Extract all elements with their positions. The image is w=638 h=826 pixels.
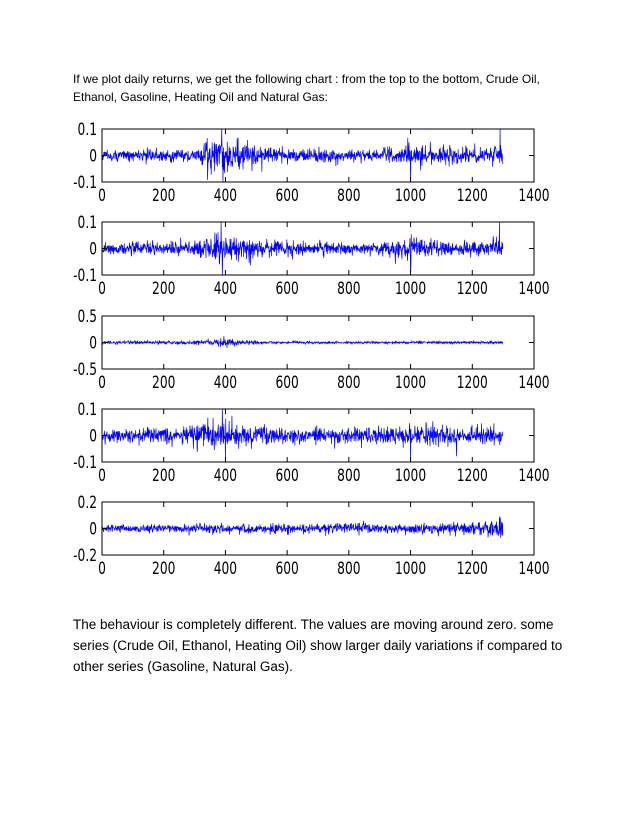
x-tick-label: 600 <box>275 466 299 486</box>
y-tick-label: 0.1 <box>77 120 97 140</box>
chart-panel-1 <box>73 120 549 206</box>
y-tick-label: -0.1 <box>73 453 97 473</box>
x-tick-label: 1000 <box>395 466 427 486</box>
y-tick-label: 0.1 <box>77 213 97 233</box>
x-tick-label: 1400 <box>518 186 550 206</box>
x-tick-label: 400 <box>213 373 238 393</box>
x-tick-label: 1000 <box>395 373 427 393</box>
x-tick-label: 200 <box>152 186 176 206</box>
x-tick-label: 0 <box>98 186 106 206</box>
x-tick-label: 0 <box>98 466 106 486</box>
series-line <box>102 222 503 275</box>
x-tick-label: 400 <box>213 186 238 206</box>
y-tick-label: -0.1 <box>73 266 97 286</box>
y-tick-label: -0.5 <box>73 360 97 380</box>
y-tick-label: 0.5 <box>77 307 97 327</box>
y-tick-label: 0 <box>89 426 97 447</box>
y-tick-label: 0 <box>89 519 97 540</box>
x-tick-label: 400 <box>213 559 238 579</box>
x-tick-label: 0 <box>98 559 106 579</box>
x-tick-label: 800 <box>337 559 361 579</box>
x-tick-label: 200 <box>152 373 176 393</box>
intro-paragraph: If we plot daily returns, we get the following chart : from the top to the bottom, Crude Oil, Ethanol, Gasoline, Heating Oil and Natural Gas: <box>73 72 540 104</box>
chart-panel-3 <box>73 307 549 393</box>
x-tick-label: 1400 <box>518 466 550 486</box>
y-tick-label: 0 <box>89 333 97 354</box>
x-tick-label: 400 <box>213 279 238 299</box>
x-tick-label: 1200 <box>456 559 488 579</box>
x-tick-label: 600 <box>275 186 299 206</box>
x-tick-label: 600 <box>275 373 299 393</box>
y-tick-label: 0 <box>89 146 97 167</box>
x-tick-label: 600 <box>275 279 299 299</box>
x-tick-label: 1200 <box>456 186 488 206</box>
x-tick-label: 0 <box>98 279 106 299</box>
x-tick-label: 200 <box>152 279 176 299</box>
y-tick-label: 0 <box>89 239 97 260</box>
y-tick-label: 0.1 <box>77 400 97 420</box>
chart-panel-2 <box>73 213 549 299</box>
x-tick-label: 800 <box>337 466 361 486</box>
x-tick-label: 200 <box>152 559 176 579</box>
conclusion-paragraph: The behaviour is completely different. The values are moving around zero. some series (Crude Oil, Ethanol, Heating Oil) show larger daily variations if compared to other series (Gasoline, Natural Gas). <box>73 617 563 674</box>
x-tick-label: 200 <box>152 466 176 486</box>
x-tick-label: 0 <box>98 373 106 393</box>
x-tick-label: 1200 <box>456 466 488 486</box>
chart-panel-4 <box>73 400 549 486</box>
y-tick-label: 0.2 <box>77 493 97 513</box>
chart-panel-5 <box>73 493 549 579</box>
x-tick-label: 1400 <box>518 559 550 579</box>
y-tick-label: -0.2 <box>73 546 97 566</box>
x-tick-label: 1000 <box>395 559 427 579</box>
x-tick-label: 800 <box>337 186 361 206</box>
series-line <box>102 517 503 538</box>
x-tick-label: 1000 <box>395 186 427 206</box>
x-tick-label: 800 <box>337 373 361 393</box>
x-tick-label: 1400 <box>518 279 550 299</box>
x-tick-label: 800 <box>337 279 361 299</box>
x-tick-label: 400 <box>213 466 238 486</box>
x-tick-label: 1200 <box>456 279 488 299</box>
series-line <box>102 409 503 462</box>
x-tick-label: 1200 <box>456 373 488 393</box>
series-line <box>102 129 503 182</box>
x-tick-label: 1000 <box>395 279 427 299</box>
x-tick-label: 1400 <box>518 373 550 393</box>
y-tick-label: -0.1 <box>73 173 97 193</box>
series-line <box>102 336 503 348</box>
x-tick-label: 600 <box>275 559 299 579</box>
